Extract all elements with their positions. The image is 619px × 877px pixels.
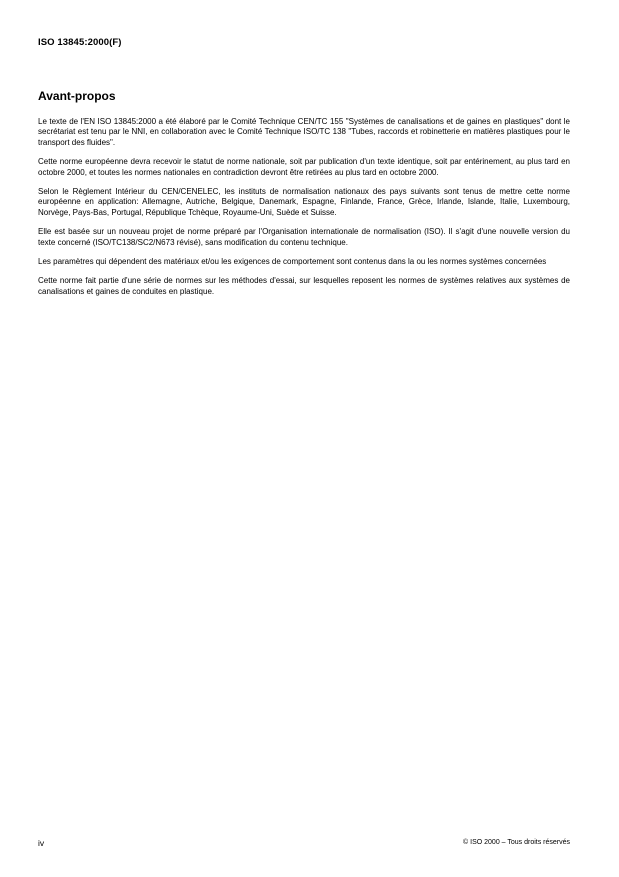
copyright-notice: © ISO 2000 – Tous droits réservés	[463, 839, 570, 846]
paragraph-elaboration: Le texte de l'EN ISO 13845:2000 a été élaboré par le Comité Technique CEN/TC 155 "Systèmes de canalisations et de gaines en plastiques" dont le secrétariat est tenu par le NNI, en collaboration avec le Comité Technique ISO/TC 138 "Tubes, raccords et robinetterie en matières plastiques pour le transport des fluides".	[38, 117, 570, 147]
paragraph-national-status: Cette norme européenne devra recevoir le statut de norme nationale, soit par publication d'un texte identique, soit par entérinement, au plus tard en octobre 2000, et toutes les normes nationales en contradiction devront être retirées au plus tard en octobre 2000.	[38, 157, 570, 177]
foreword-body	[38, 117, 570, 306]
section-title: Avant-propos	[38, 89, 116, 103]
page-number: iv	[38, 838, 45, 848]
paragraph-parameters: Les paramètres qui dépendent des matériaux et/ou les exigences de comportement sont contenus dans la ou les normes systèmes concernées	[38, 257, 547, 267]
paragraph-member-countries: Selon le Règlement Intérieur du CEN/CENELEC, les instituts de normalisation nationaux des pays suivants sont tenus de mettre cette norme européenne en application: Allemagne, Autriche, Belgique, Danemark, Espagne, Finlande, France, Grèce, Irlande, Islande, Italie, Luxembourg, Norvège, Pays-Bas, Portugal, République Tchèque, Royaume-Uni, Suède et Suisse.	[38, 187, 570, 217]
paragraph-iso-basis: Elle est basée sur un nouveau projet de norme préparé par l'Organisation internationale de normalisation (ISO). Il s'agit d'une nouvelle version du texte concerné (ISO/TC138/SC2/N673 révisé), sans modification du contenu technique.	[38, 227, 570, 247]
document-code: ISO 13845:2000(F)	[38, 37, 122, 48]
paragraph-series: Cette norme fait partie d'une série de normes sur les méthodes d'essai, sur lesquelles reposent les normes de systèmes relatives aux systèmes de canalisations et gaines de conduites en plastique.	[38, 276, 570, 296]
